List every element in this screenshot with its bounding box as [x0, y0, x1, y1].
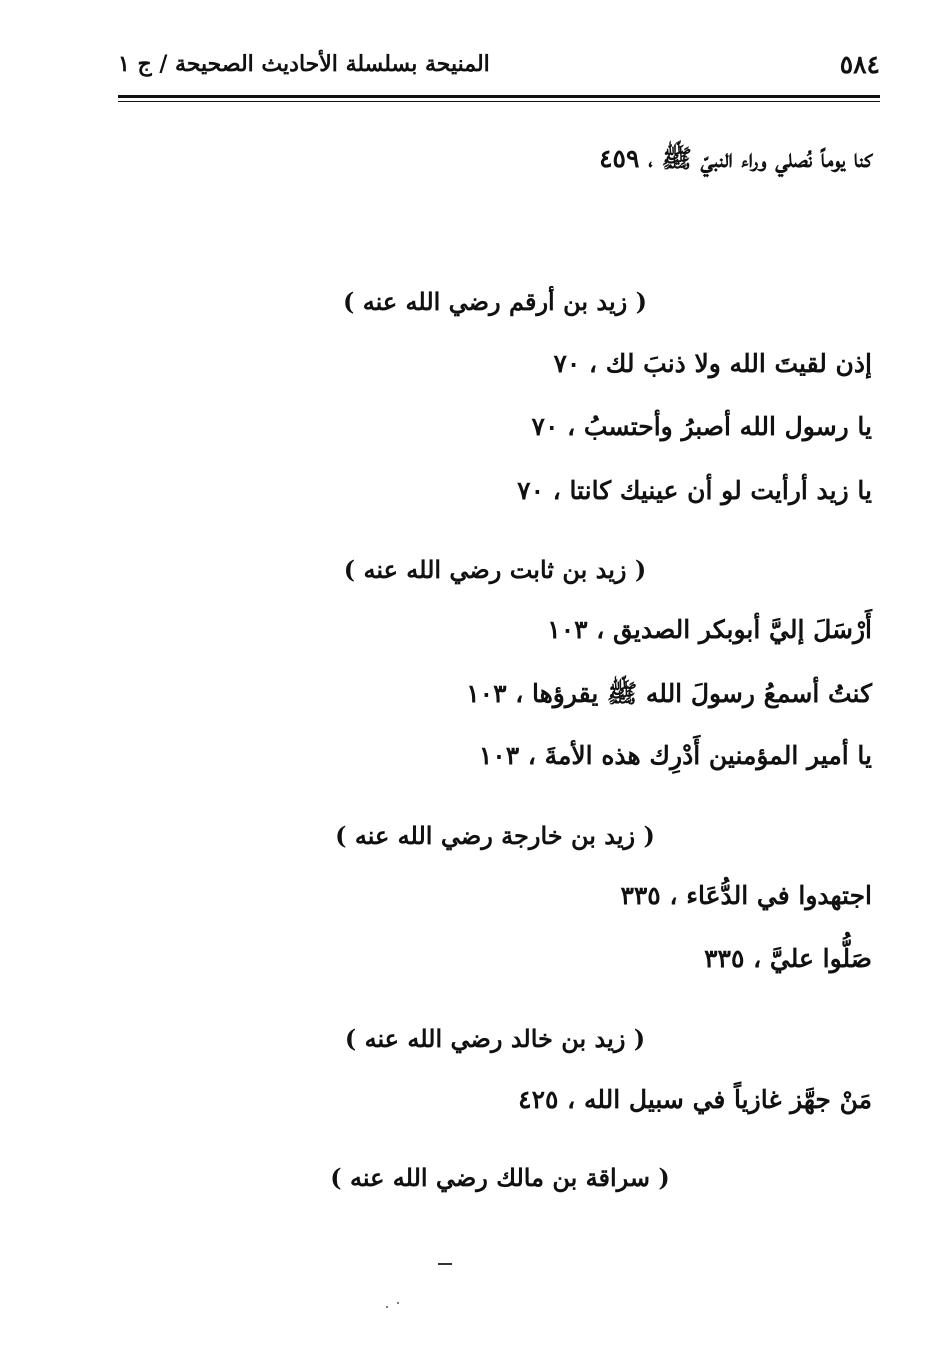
- section-heading-zayd-ibn-arqam: ( زيد بن أرقم رضي الله عنه ): [343, 287, 647, 316]
- scan-mark: [438, 1263, 452, 1265]
- hadith-entry: اجتهدوا في الدُّعَاء ، ٣٣٥: [620, 881, 872, 910]
- hadith-entry: صَلُّوا عليَّ ، ٣٣٥: [704, 944, 872, 973]
- hadith-entry: مَنْ جهَّز غازياً في سبيل الله ، ٤٢٥: [518, 1085, 872, 1114]
- hadith-entry: كنا يوماً نُصلي وراء النبيّ ﷺ ، ٤٥٩: [599, 144, 872, 173]
- scan-speck: [386, 1306, 388, 1308]
- hadith-entry: إذن لقيتَ الله ولا ذنبَ لك ، ٧٠: [553, 349, 872, 378]
- hadith-entry: يا زيد أرأيت لو أن عينيك كانتا ، ٧٠: [517, 476, 872, 505]
- page-header: [118, 44, 880, 84]
- hadith-entry: كنتُ أسمعُ رسولَ الله ﷺ يقرؤها ، ١٠٣: [466, 679, 872, 708]
- section-heading-suraqa-ibn-malik: ( سراقة بن مالك رضي الله عنه ): [330, 1163, 670, 1192]
- section-heading-zayd-ibn-thabit: ( زيد بن ثابت رضي الله عنه ): [343, 555, 647, 584]
- scan-speck: [397, 1302, 399, 1304]
- hadith-entry: يا رسول الله أصبرُ وأحتسبُ ، ٧٠: [531, 412, 872, 441]
- hadith-entry: يا أمير المؤمنين أَدْرِك هذه الأمةَ ، ١٠٣: [478, 741, 872, 770]
- hadith-entry: أَرْسَلَ إليَّ أبوبكر الصديق ، ١٠٣: [547, 615, 872, 644]
- section-heading-zayd-ibn-kharija: ( زيد بن خارجة رضي الله عنه ): [335, 821, 655, 850]
- running-title: المنيحة بسلسلة الأحاديث الصحيحة / ج ١: [118, 51, 490, 77]
- page-number: ٥٨٤: [839, 49, 880, 79]
- header-rule-thin: [118, 101, 880, 102]
- section-heading-zayd-ibn-khalid: ( زيد بن خالد رضي الله عنه ): [344, 1024, 646, 1053]
- header-rule: [118, 95, 880, 98]
